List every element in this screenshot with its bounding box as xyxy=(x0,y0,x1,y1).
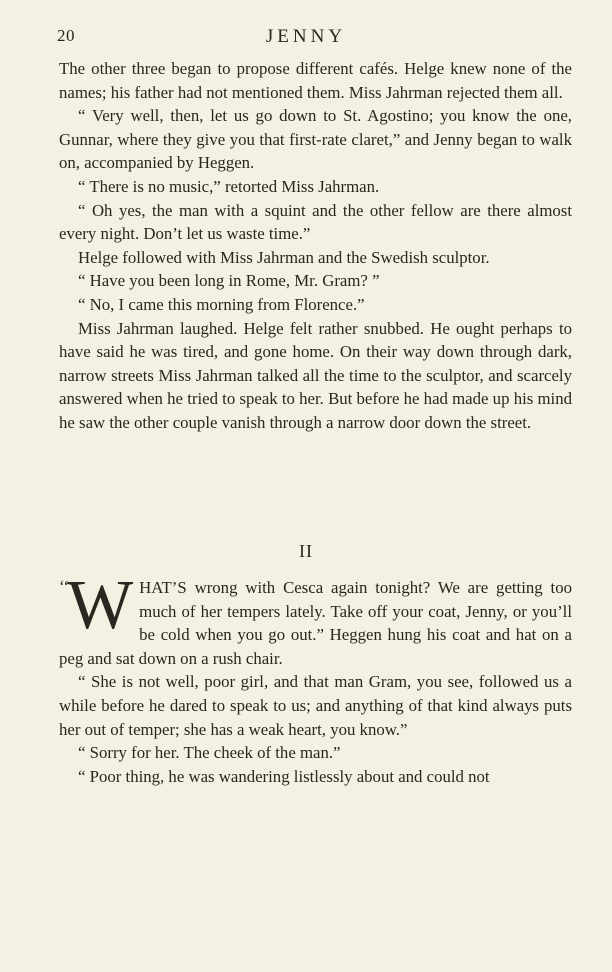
opening-paragraph-text: HAT’S wrong with Cesca again tonight? We are getting too much of her tempers lately. Take off your coat, Jenny, or you’ll be cold when you go out.” Heggen hung his coat and hat on a peg and sat down on a rush chair. xyxy=(59,578,572,668)
paragraph: “ There is no music,” retorted Miss Jahrman. xyxy=(78,176,380,196)
paragraph: “ Sorry for her. The cheek of the man.” xyxy=(78,743,341,763)
page-header xyxy=(0,26,612,48)
section-two-text xyxy=(59,567,572,788)
chapter-number: II xyxy=(299,541,313,561)
paragraph: The other three began to propose different cafés. Helge knew none of the names; his father had not mentioned them. Miss Jahrman rejected them all. xyxy=(59,59,572,102)
paragraph: “ Very well, then, let us go down to St. Agostino; you know the one, Gunnar, where they give you that first-rate claret,” and Jenny began to walk on, accompanied by Heggen. xyxy=(59,106,572,173)
paragraph: “ Oh yes, the man with a squint and the other fellow are there almost every night. Don’t let us waste time.” xyxy=(59,200,572,244)
opening-quote: ‘‘ xyxy=(59,577,70,596)
running-title: JENNY xyxy=(265,26,347,47)
section-one-text xyxy=(59,57,572,435)
paragraph: Miss Jahrman laughed. Helge felt rather snubbed. He ought perhaps to have said he was tired, and gone home. On their way down through dark, narrow streets Miss Jahrman talked all the time to the sculptor, and scarcely answered when he tried to speak to her. But before he had made up his mind he saw the other couple vanish through a narrow door down the street. xyxy=(59,318,572,432)
paragraph: “ Have you been long in Rome, Mr. Gram? ” xyxy=(78,271,380,291)
paragraph: “ No, I came this morning from Florence.” xyxy=(78,294,365,314)
paragraph: “ Poor thing, he was wandering listlessly about and could not xyxy=(78,766,490,786)
paragraph: “ She is not well, poor girl, and that man Gram, you see, followed us a while before he dared to speak to us; and anything of that kind always puts her out of temper; she has a weak heart, you know.” xyxy=(59,672,572,739)
drop-cap: W xyxy=(67,567,134,644)
page-number: 20 xyxy=(57,26,75,45)
opening-paragraph xyxy=(59,567,572,670)
drop-cap-group xyxy=(59,567,134,645)
paragraph: Helge followed with Miss Jahrman and the Swedish sculptor. xyxy=(78,247,490,267)
